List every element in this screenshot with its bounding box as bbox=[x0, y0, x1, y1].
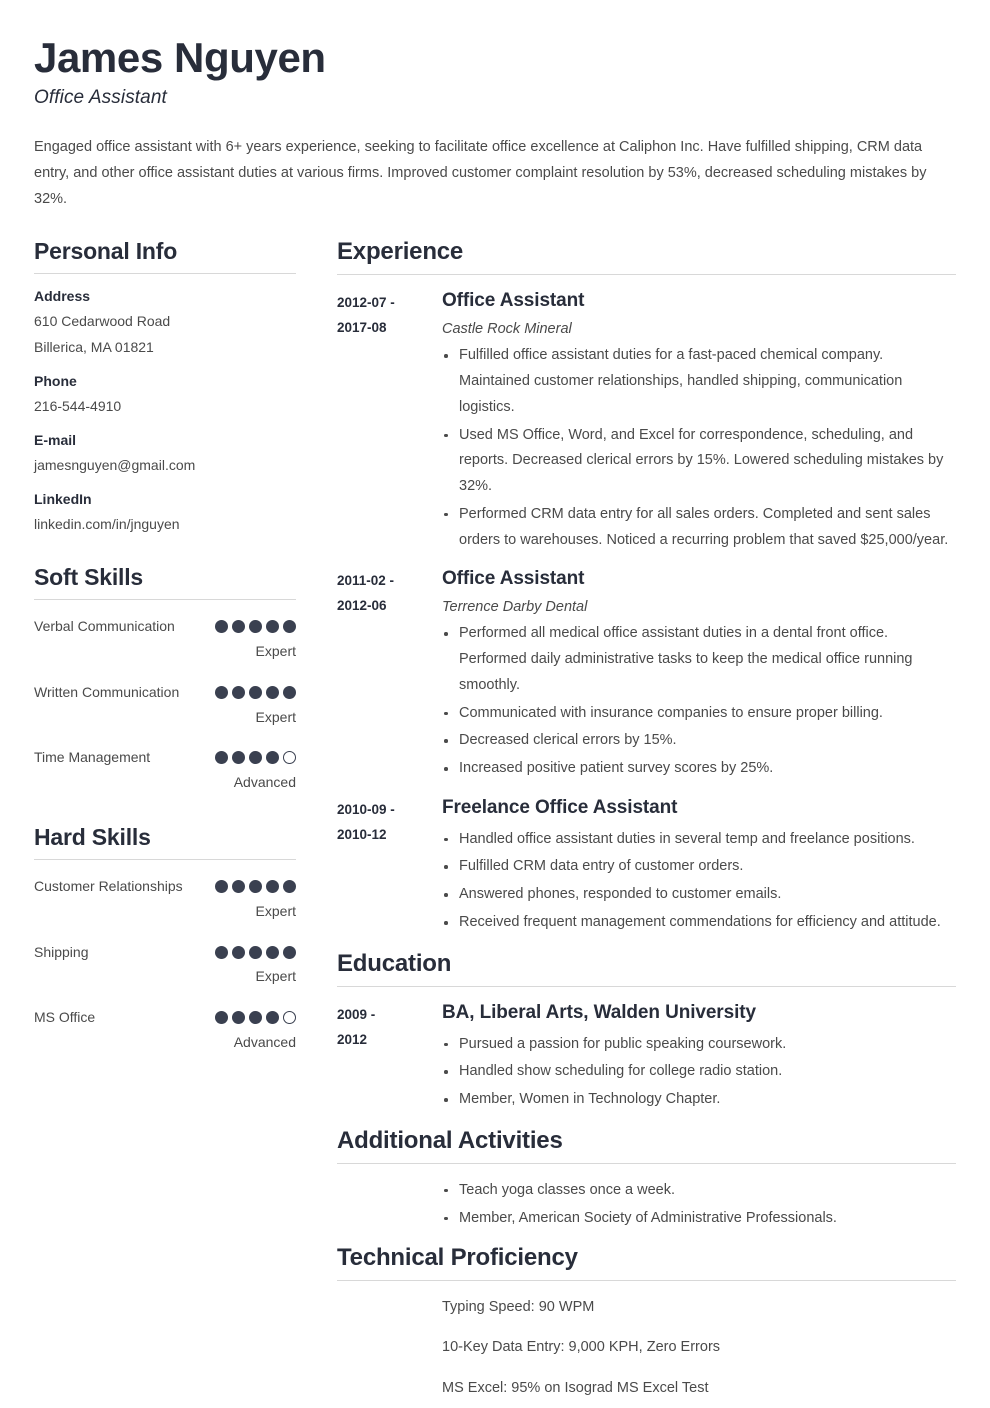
info-label: Address bbox=[34, 288, 91, 305]
rating-dot-empty bbox=[283, 751, 296, 764]
bullet-item: Used MS Office, Word, and Excel for correspondence, scheduling, and reports. Decreased clerical errors by 15%. Lowered scheduling mistakes by 32%. bbox=[442, 423, 956, 500]
skill-name: Verbal Communication bbox=[34, 618, 175, 635]
skill-level-label: Expert bbox=[255, 643, 296, 660]
rating-dot-filled bbox=[215, 751, 228, 764]
bullet-item: Answered phones, responded to customer emails. bbox=[442, 882, 956, 908]
info-value-line1: 216-544-4910 bbox=[34, 397, 122, 414]
bullet-item: Decreased clerical errors by 15%. bbox=[442, 728, 956, 754]
skill-rating-dots bbox=[215, 1005, 296, 1024]
rating-dot-filled bbox=[283, 620, 296, 633]
entry-body bbox=[442, 289, 956, 553]
entry-date-range: 2009 - 2012 bbox=[337, 1006, 376, 1047]
skill-name: Time Management bbox=[34, 748, 151, 765]
bullet-item: Performed all medical office assistant duties in a dental front office. Performed daily administrative tasks to keep the medical office running smoothly. bbox=[442, 621, 956, 698]
entry-organization: Castle Rock Mineral bbox=[442, 321, 572, 338]
rating-dot-filled bbox=[266, 751, 279, 764]
entry-bullet-list bbox=[442, 343, 956, 553]
info-block-linkedin bbox=[34, 491, 296, 537]
bullet-item: Member, Women in Technology Chapter. bbox=[442, 1087, 956, 1113]
candidate-job-title: Office Assistant bbox=[34, 87, 167, 109]
bullet-item: Pursued a passion for public speaking coursework. bbox=[442, 1032, 956, 1058]
info-label: Phone bbox=[34, 372, 77, 389]
rating-dot-filled bbox=[283, 880, 296, 893]
skill-level-label: Expert bbox=[255, 903, 296, 920]
rating-dot-filled bbox=[266, 620, 279, 633]
skill-name: Written Communication bbox=[34, 683, 180, 700]
entry-title: BA, Liberal Arts, Walden University bbox=[442, 1001, 756, 1023]
proficiency-line: MS Excel: 95% on Isograd MS Excel Test bbox=[442, 1380, 709, 1397]
rating-dot-filled bbox=[266, 946, 279, 959]
entry-body bbox=[442, 1001, 956, 1113]
candidate-name: James Nguyen bbox=[34, 34, 326, 81]
entry-date-range: 2011-02 - 2012-06 bbox=[337, 573, 395, 614]
resume-entry bbox=[337, 1001, 956, 1113]
skill-level-label: Expert bbox=[255, 708, 296, 725]
skill-name: Customer Relationships bbox=[34, 878, 183, 895]
education-entries bbox=[337, 1001, 956, 1113]
section-divider bbox=[337, 986, 956, 987]
rating-dot-filled bbox=[266, 686, 279, 699]
proficiency-line: Typing Speed: 90 WPM bbox=[442, 1298, 595, 1315]
rating-dot-filled bbox=[215, 1011, 228, 1024]
entry-bullet-list bbox=[442, 1032, 956, 1113]
bullet-item: Increased positive patient survey scores by 25%. bbox=[442, 756, 956, 782]
section-technical-proficiency bbox=[337, 1244, 956, 1402]
rating-dot-filled bbox=[283, 946, 296, 959]
rating-dot-filled bbox=[232, 1011, 245, 1024]
resume-entry bbox=[337, 289, 956, 553]
info-value-line2: Billerica, MA 01821 bbox=[34, 338, 154, 355]
info-label: LinkedIn bbox=[34, 491, 92, 508]
section-personal-info bbox=[34, 238, 296, 537]
info-block-email bbox=[34, 432, 296, 478]
section-additional-activities bbox=[337, 1127, 956, 1232]
entry-date-range: 2010-09 - 2010-12 bbox=[337, 801, 395, 842]
experience-entries bbox=[337, 289, 956, 935]
entry-organization: Terrence Darby Dental bbox=[442, 599, 588, 616]
section-hard-skills bbox=[34, 824, 296, 1053]
skill-level-label: Advanced bbox=[233, 773, 296, 790]
bullet-item: Handled show scheduling for college radio station. bbox=[442, 1059, 956, 1085]
info-label: E-mail bbox=[34, 431, 77, 448]
section-education bbox=[337, 950, 956, 1113]
entry-bullet-list bbox=[442, 827, 956, 936]
skill-name: MS Office bbox=[34, 1008, 96, 1025]
rating-dot-filled bbox=[232, 686, 245, 699]
entry-title: Office Assistant bbox=[442, 290, 585, 312]
proficiency-line: 10-Key Data Entry: 9,000 KPH, Zero Errors bbox=[442, 1339, 721, 1356]
section-heading-experience: Experience bbox=[337, 238, 464, 266]
additional-activities-body bbox=[337, 1178, 956, 1232]
skill-level-label: Advanced bbox=[233, 1033, 296, 1050]
rating-dot-filled bbox=[249, 1011, 262, 1024]
bullet-item: Fulfilled office assistant duties for a fast-paced chemical company. Maintained customer relationships, handled shipping, communication logistics. bbox=[442, 343, 956, 420]
rating-dot-filled bbox=[215, 946, 228, 959]
rating-dot-filled bbox=[215, 686, 228, 699]
skill-row bbox=[34, 614, 296, 662]
entry-body bbox=[442, 796, 956, 936]
bullet-item: Handled office assistant duties in several temp and freelance positions. bbox=[442, 827, 956, 853]
skill-rating-dots bbox=[215, 745, 296, 764]
rating-dot-filled bbox=[249, 620, 262, 633]
bullet-item: Received frequent management commendations for efficiency and attitude. bbox=[442, 910, 956, 936]
section-heading-soft-skills: Soft Skills bbox=[34, 564, 143, 591]
skill-row bbox=[34, 940, 296, 988]
section-divider bbox=[34, 859, 296, 860]
bullet-item: Member, American Society of Administrative Professionals. bbox=[442, 1206, 956, 1232]
bullet-item: Communicated with insurance companies to ensure proper billing. bbox=[442, 701, 956, 727]
sidebar-column bbox=[34, 238, 296, 1070]
rating-dot-filled bbox=[249, 751, 262, 764]
skill-row bbox=[34, 680, 296, 728]
skill-name: Shipping bbox=[34, 943, 89, 960]
section-divider bbox=[337, 1163, 956, 1164]
section-divider bbox=[337, 1280, 956, 1281]
main-column bbox=[337, 238, 956, 1407]
skill-rating-dots bbox=[215, 680, 296, 699]
info-value-line1: 610 Cedarwood Road bbox=[34, 313, 171, 330]
rating-dot-filled bbox=[232, 946, 245, 959]
rating-dot-filled bbox=[232, 751, 245, 764]
info-value-line1[interactable]: linkedin.com/in/jnguyen bbox=[34, 516, 180, 533]
section-divider bbox=[34, 273, 296, 274]
entry-title: Freelance Office Assistant bbox=[442, 796, 678, 818]
skill-row bbox=[34, 1005, 296, 1053]
resume-columns bbox=[34, 238, 956, 1407]
bullet-item: Performed CRM data entry for all sales orders. Completed and sent sales orders to warehouses. Noticed a recurring problem that saved $25,000/year. bbox=[442, 502, 956, 554]
skill-row bbox=[34, 874, 296, 922]
rating-dot-filled bbox=[266, 1011, 279, 1024]
section-experience bbox=[337, 238, 956, 935]
rating-dot-filled bbox=[266, 880, 279, 893]
section-heading-hard-skills: Hard Skills bbox=[34, 824, 151, 851]
section-soft-skills bbox=[34, 564, 296, 793]
skill-rating-dots bbox=[215, 940, 296, 959]
section-heading-technical-proficiency: Technical Proficiency bbox=[337, 1243, 578, 1271]
rating-dot-filled bbox=[215, 620, 228, 633]
rating-dot-filled bbox=[249, 946, 262, 959]
info-block-phone bbox=[34, 373, 296, 419]
info-block-address bbox=[34, 288, 296, 359]
section-heading-personal-info: Personal Info bbox=[34, 238, 178, 265]
entry-date-range: 2012-07 - 2017-08 bbox=[337, 295, 395, 336]
bullet-item: Teach yoga classes once a week. bbox=[442, 1178, 956, 1204]
skill-rating-dots bbox=[215, 874, 296, 893]
additional-activities-list bbox=[442, 1178, 956, 1232]
rating-dot-filled bbox=[215, 880, 228, 893]
rating-dot-filled bbox=[232, 620, 245, 633]
resume-entry bbox=[337, 567, 956, 781]
entry-body bbox=[442, 567, 956, 781]
spacer bbox=[34, 550, 296, 564]
entry-bullet-list bbox=[442, 621, 956, 782]
section-divider bbox=[337, 274, 956, 275]
spacer bbox=[34, 810, 296, 824]
technical-proficiency-body bbox=[337, 1295, 956, 1402]
rating-dot-filled bbox=[249, 686, 262, 699]
skill-row bbox=[34, 745, 296, 793]
section-divider bbox=[34, 599, 296, 600]
resume-header bbox=[34, 34, 956, 212]
info-value-line1[interactable]: jamesnguyen@gmail.com bbox=[34, 456, 196, 473]
rating-dot-filled bbox=[283, 686, 296, 699]
section-heading-education: Education bbox=[337, 949, 452, 977]
bullet-item: Fulfilled CRM data entry of customer orders. bbox=[442, 854, 956, 880]
skill-rating-dots bbox=[215, 614, 296, 633]
section-heading-additional-activities: Additional Activities bbox=[337, 1126, 563, 1154]
rating-dot-filled bbox=[249, 880, 262, 893]
entry-title: Office Assistant bbox=[442, 568, 585, 590]
skill-level-label: Expert bbox=[255, 968, 296, 985]
rating-dot-filled bbox=[232, 880, 245, 893]
rating-dot-empty bbox=[283, 1011, 296, 1024]
professional-summary: Engaged office assistant with 6+ years experience, seeking to facilitate office excellence at Caliphon Inc. Have fulfilled shipping, CRM data entry, and other office assistant duties at various firms. Improved customer complaint resolution by 53%, decreased scheduling mistakes by 32%. bbox=[34, 139, 927, 207]
resume-entry bbox=[337, 796, 956, 936]
